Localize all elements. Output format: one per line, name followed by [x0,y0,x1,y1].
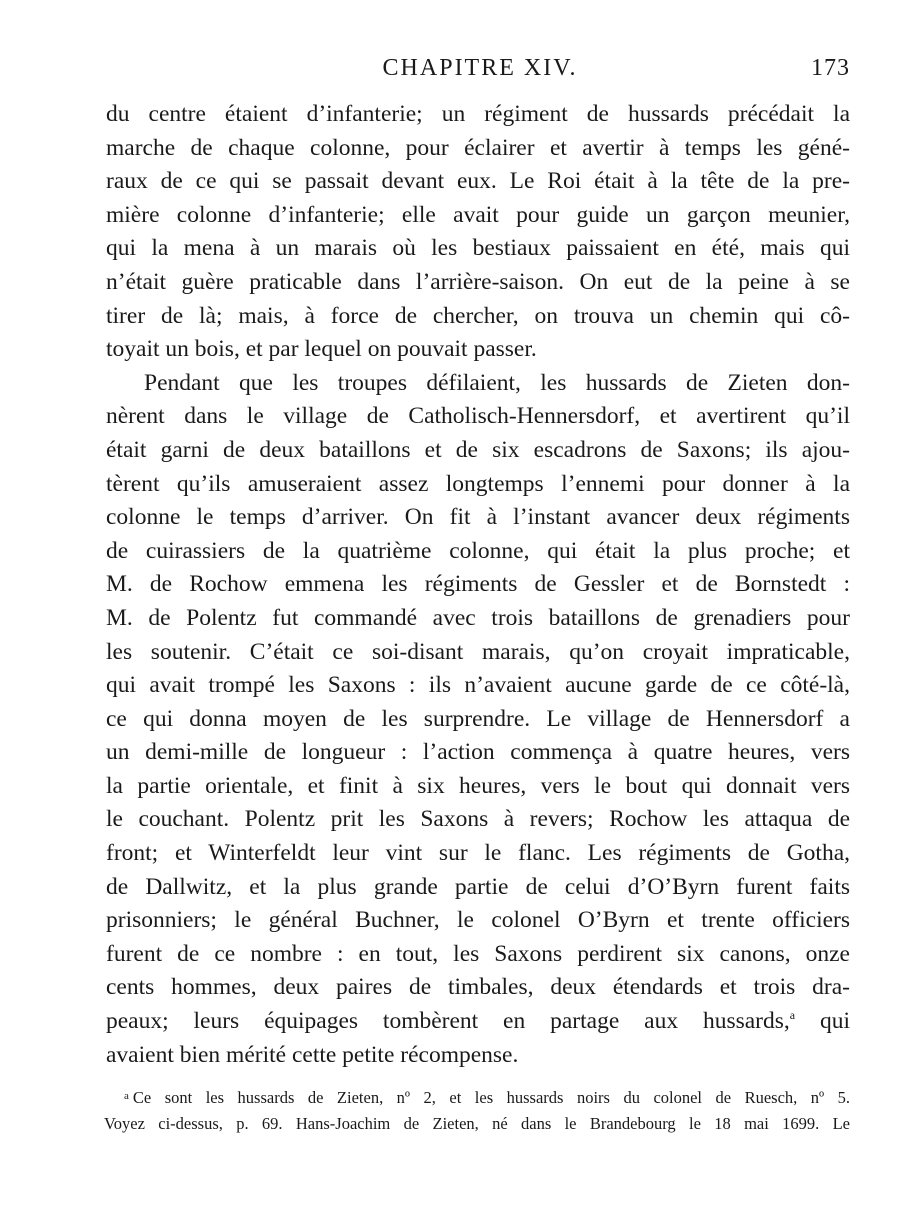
text-line-19: ce qui donna moyen de les surprendre. Le village de Hennersdorf a [106,705,850,732]
text-line-23: front; et Winterfeldt leur vint sur le flanc. Les régiments de Gotha, [106,840,850,867]
footnote-marker: a [124,1090,129,1102]
text-line-4: mière colonne d’infanterie; elle avait pour guide un garçon meunier, [106,201,850,228]
text-line-28-main: peaux; leurs équipages tombèrent en partage aux hussards, [106,1008,790,1035]
footnote-line-2: Voyez ci-dessus, p. 69. Hans-Joachim de Zieten, né dans le Brandebourg le 18 mai 1699. Le [104,1114,850,1133]
text-line-5: qui la mena à un marais où les bestiaux paissaient en été, mais qui [106,235,850,262]
text-line-8: toyait un bois, et par lequel on pouvait passer. [106,336,537,363]
text-line-2: marche de chaque colonne, pour éclairer et avertir à temps les géné- [106,134,850,161]
text-line-3: raux de ce qui se passait devant eux. Le Roi était à la tête de la pre- [106,168,850,195]
body-text [106,98,850,1072]
text-line-27: cents hommes, deux paires de timbales, deux étendards et trois dra- [106,974,850,1001]
text-line-13: colonne le temps d’arriver. On fit à l’instant avancer deux régiments [106,504,850,531]
text-line-12: tèrent qu’ils amuseraient assez longtemps l’ennemi pour donner à la [106,470,850,497]
text-line-26: furent de ce nombre : en tout, les Saxons perdirent six canons, onze [106,940,850,967]
text-line-20: un demi-mille de longueur : l’action commença à quatre heures, vers [106,739,850,766]
text-line-7: tirer de là; mais, à force de chercher, on trouva un chemin qui cô- [106,302,850,329]
text-line-18: qui avait trompé les Saxons : ils n’avaient aucune garde de ce côté-là, [106,672,850,699]
text-line-16: M. de Polentz fut commandé avec trois bataillons de grenadiers pour [106,604,850,631]
text-line-24: de Dallwitz, et la plus grande partie de celui d’O’Byrn furent faits [106,873,850,900]
running-title: CHAPITRE XIV. [382,55,578,81]
text-line-21: la partie orientale, et finit à six heures, vers le bout qui donnait vers [106,772,850,799]
page-number: 173 [811,55,850,81]
text-line-11: était garni de deux bataillons et de six escadrons de Saxons; ils ajou- [106,436,850,463]
footnotes [104,1083,850,1137]
text-line-1: du centre étaient d’infanterie; un régiment de hussards précédait la [106,101,850,127]
text-line-15: M. de Rochow emmena les régiments de Gessler et de Bornstedt : [106,571,850,598]
text-line-28-tail: qui [795,1008,850,1035]
text-line-14: de cuirassiers de la quatrième colonne, qui était la plus proche; et [106,537,850,564]
text-line-10: nèrent dans le village de Catholisch-Hennersdorf, et avertirent qu’il [106,403,850,430]
text-line-6: n’était guère praticable dans l’arrière-saison. On eut de la peine à se [106,268,850,295]
text-line-17: les soutenir. C’était ce soi-disant marais, qu’on croyait impraticable, [106,638,850,665]
text-line-9: Pendant que les troupes défilaient, les hussards de Zieten don- [144,369,850,396]
footnote-reference: a [789,1008,796,1023]
footnote-line-1 [104,1083,850,1110]
text-line-25: prisonniers; le général Buchner, le colonel O’Byrn et trente officiers [106,907,850,934]
text-line-22: le couchant. Polentz prit les Saxons à revers; Rochow les attaqua de [106,806,850,833]
text-line-28 [106,1005,850,1039]
footnote-text-1: Ce sont les hussards de Zieten, nº 2, et les hussards noirs du colonel de Ruesch, nº 5. [132,1088,850,1107]
text-line-29: avaient bien mérité cette petite récompense. [106,1041,519,1068]
